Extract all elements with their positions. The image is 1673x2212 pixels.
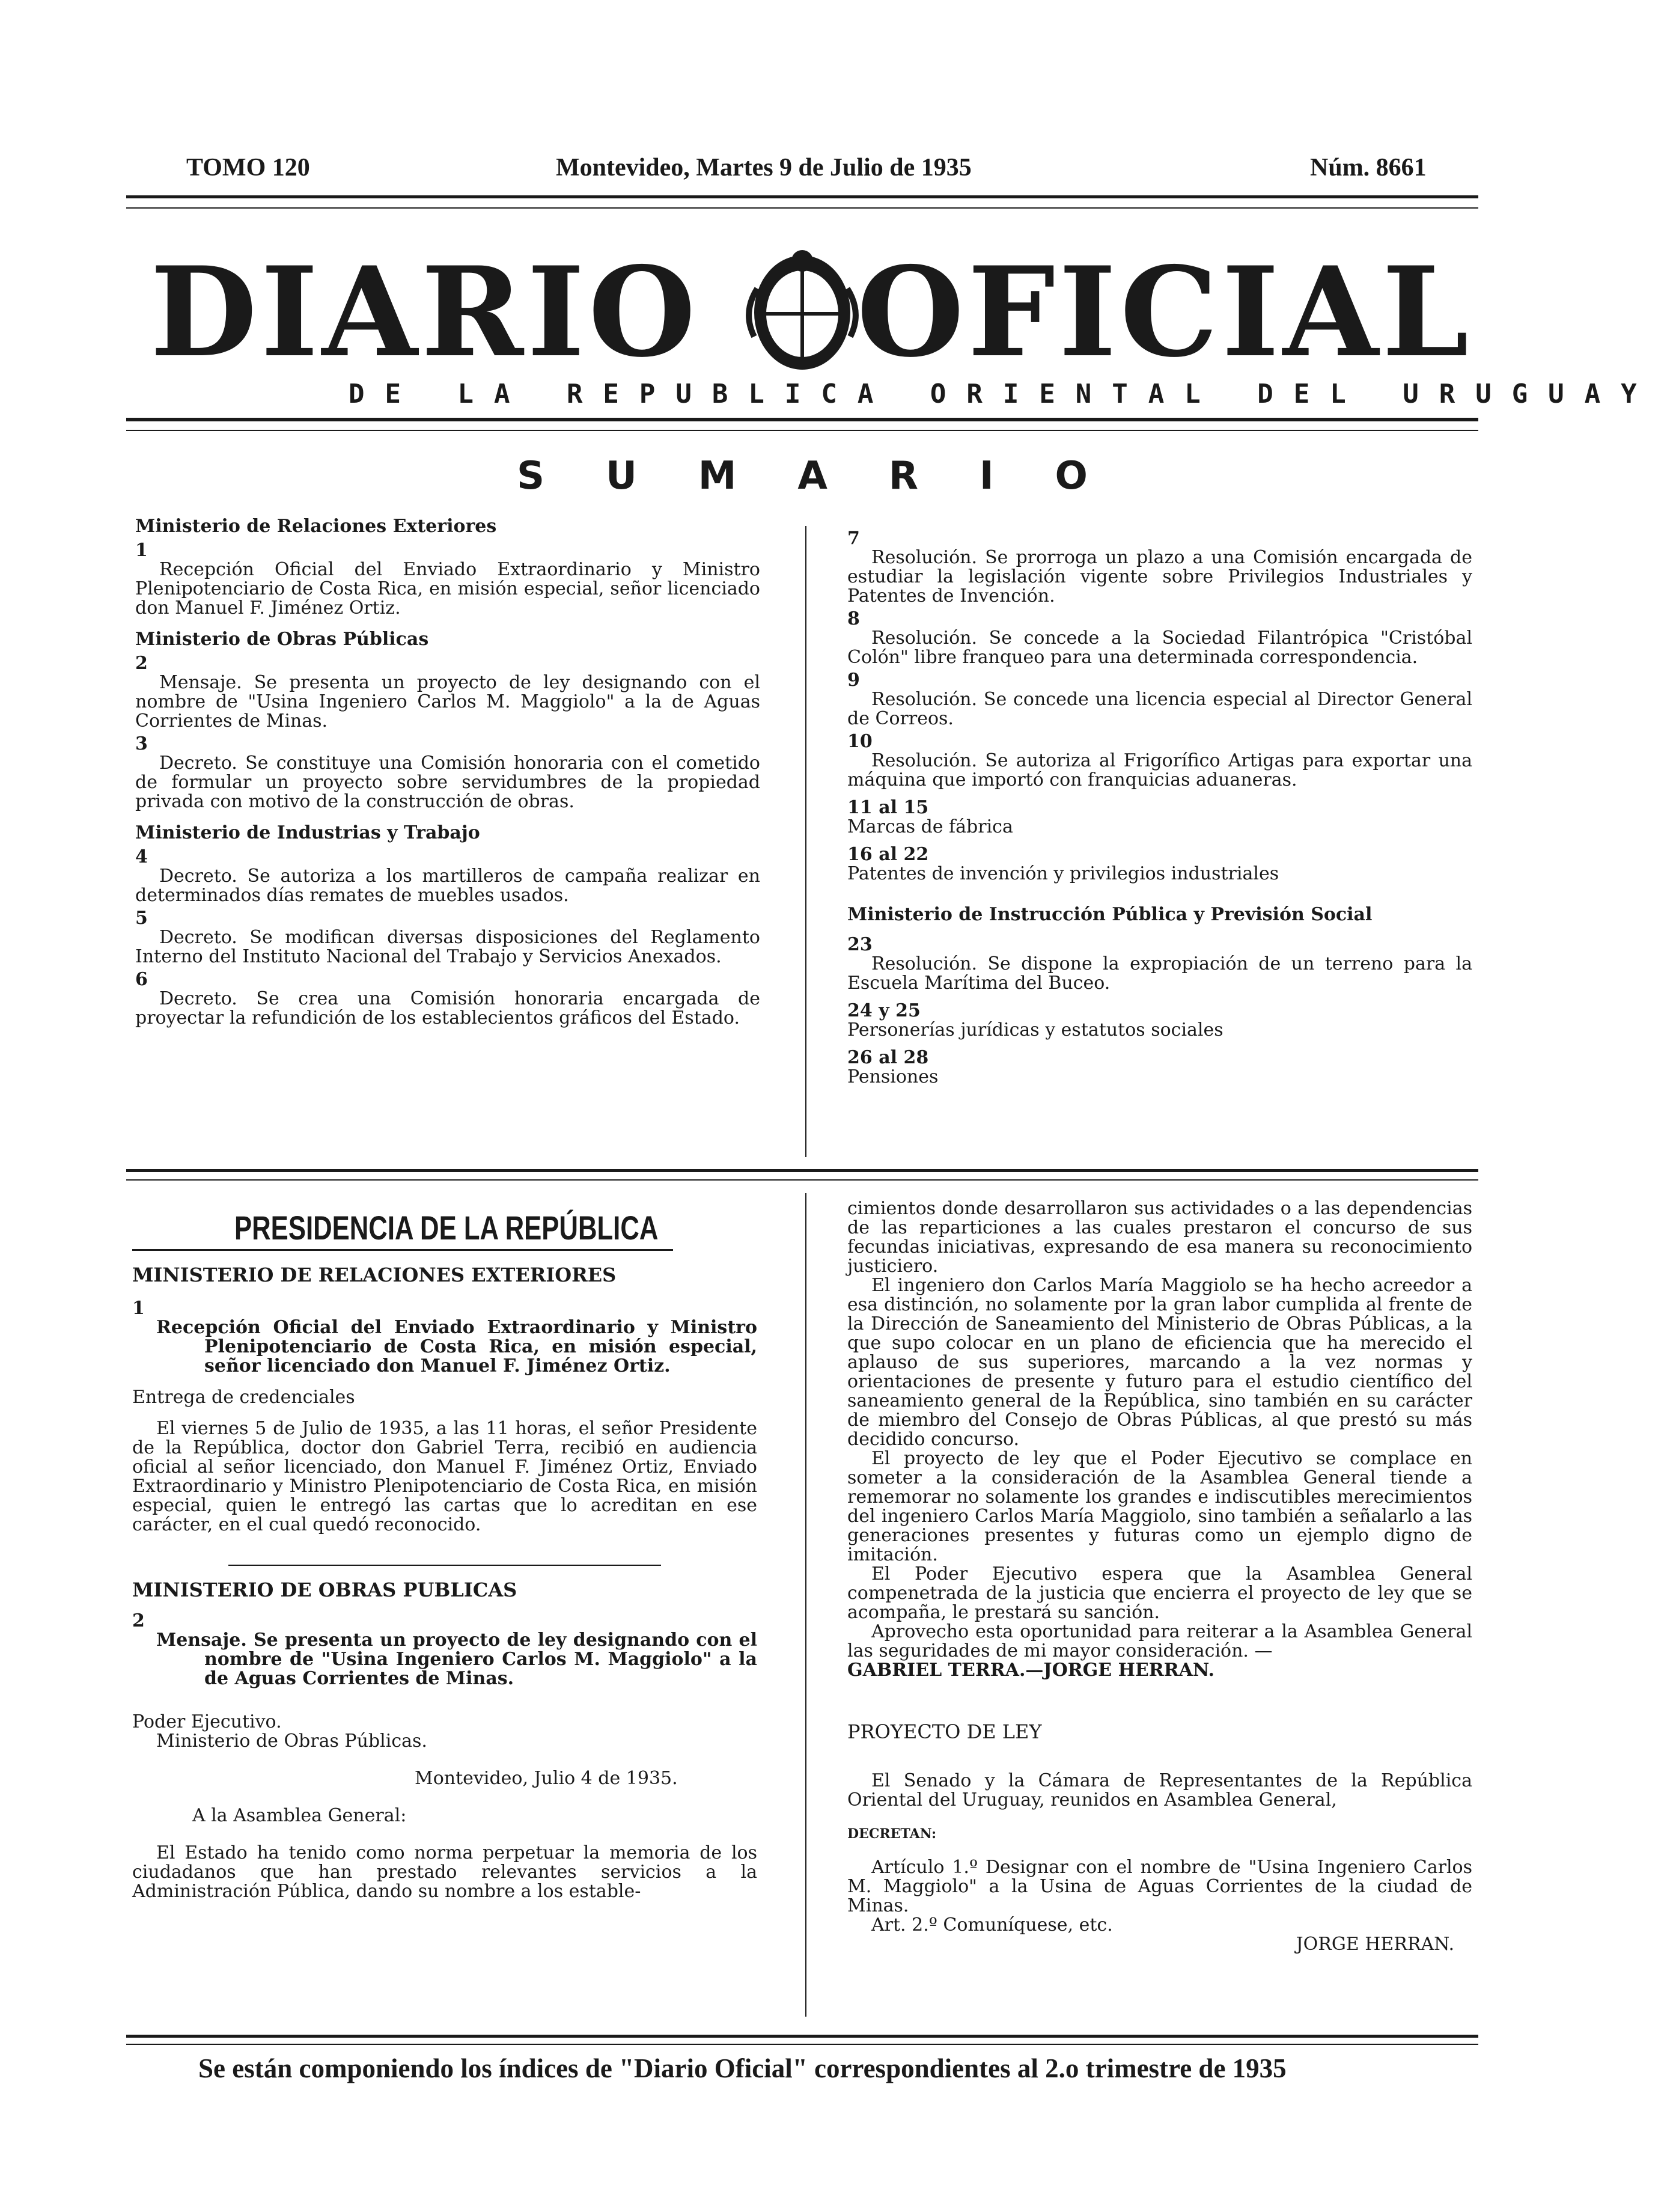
item-text: Decreto. Se modifican diversas disposiciones del Reglamento Interno del Instituto Nacional del Trabajo y Servicios Anexados. (135, 927, 760, 967)
item-text: Decreto. Se constituye una Comisión honoraria con el cometido de formular un proyecto sobre servidumbres de la propiedad privada con motivo de la construcción de obras. (135, 753, 760, 812)
item-number: 23 (847, 934, 873, 955)
footer-rule-thin (126, 2044, 1478, 2045)
item-text: Decreto. Se autoriza a los martilleros de campaña realizar en determinados días remates de muebles usados. (135, 866, 760, 906)
ministry-heading: MINISTERIO DE OBRAS PUBLICAS (132, 1578, 517, 1601)
sumario-letter: U (605, 454, 637, 498)
masthead-title-left: DIARIO (150, 240, 699, 385)
paragraph: El viernes 5 de Julio de 1935, a las 11 horas, el señor Presidente de la República, doctor don Gabriel Terra, recibió en audiencia oficial al señor licenciado, don Manuel F. Jiménez Ortiz, Enviado Extraordinario y Ministro Plenipotenciario de Costa Rica, en misión especial, quien le entregó las cartas que lo acreditan en ese carácter, en el cual quedó reconocido. (132, 1418, 757, 1535)
item-number: 24 y 25 (847, 1000, 921, 1021)
item-text: Personerías jurídicas y estatutos sociales (847, 1019, 1224, 1040)
sumario-right-column (847, 529, 1472, 1087)
item-number: 2 (132, 1610, 145, 1631)
sumario-letter: A (797, 454, 827, 498)
item-number: 26 al 28 (847, 1047, 929, 1068)
item-number: 9 (847, 670, 860, 691)
section-heading: PROYECTO DE LEY (847, 1720, 1042, 1743)
signature: GABRIEL TERRA.—JORGE HERRAN. (847, 1660, 1214, 1681)
item-text: Resolución. Se prorroga un plazo a una Comisión encargada de estudiar la legislación vigente sobre Privilegios Industriales y Patentes de Invención. (847, 547, 1472, 606)
item-title: Mensaje. Se presenta un proyecto de ley designando con el nombre de "Usina Ingeniero Carlos M. Maggiolo" a la de Aguas Corrientes de Minas. (156, 1630, 757, 1689)
signature: JORGE HERRAN. (1296, 1934, 1454, 1955)
section-heading: Ministerio de Obras Públicas (135, 629, 429, 650)
item-subheading: Entrega de credenciales (132, 1387, 355, 1408)
body-left-column (132, 1265, 757, 1901)
item-text: Resolución. Se dispone la expropiación de un terreno para la Escuela Marítima del Buceo. (847, 953, 1472, 994)
paragraph: Aprovecho esta oportunidad para reiterar a la Asamblea General las seguridades de mi mayor consideración. — (847, 1621, 1472, 1661)
footer-rule (126, 2035, 1478, 2038)
item-number: 10 (847, 731, 873, 752)
footer-banner: Se están componiendo los índices de "Diario Oficial" correspondientes al 2.o trimestre de 1935 (198, 2053, 1287, 2083)
section-heading: Ministerio de Relaciones Exteriores (135, 516, 497, 537)
sumario-letter: R (888, 454, 918, 498)
item-title: Recepción Oficial del Enviado Extraordinario y Ministro Plenipotenciario de Costa Rica, en misión especial, señor licenciado don Manuel F. Jiménez Ortiz. (156, 1317, 757, 1376)
sumario-heading (517, 454, 1088, 498)
item-text: Mensaje. Se presenta un proyecto de ley designando con el nombre de "Usina Ingeniero Carlos M. Maggiolo" a la de Aguas Corrientes de Minas. (135, 672, 760, 732)
sumario-left-column (135, 517, 760, 1028)
item-text: Marcas de fábrica (847, 816, 1013, 837)
top-rule (126, 195, 1478, 198)
coat-of-arms-icon (736, 246, 868, 376)
sumario-letter: S (517, 454, 545, 498)
sender-line: Poder Ejecutivo. (132, 1711, 282, 1732)
presidencia-underline (132, 1249, 673, 1251)
item-text: Recepción Oficial del Enviado Extraordinario y Ministro Plenipotenciario de Costa Rica, en misión especial, señor licenciado don Manuel F. Jiménez Ortiz. (135, 559, 760, 619)
article: Art. 2.º Comuníquese, etc. (871, 1914, 1113, 1936)
section-heading: Ministerio de Industrias y Trabajo (135, 822, 480, 843)
item-number: 4 (135, 846, 148, 867)
presidencia-heading: PRESIDENCIA DE LA REPÚBLICA (234, 1209, 659, 1247)
decretan-label: DECRETAN: (847, 1826, 937, 1842)
body-right-column (847, 1199, 1472, 1954)
item-number: 7 (847, 528, 860, 549)
item-number: 8 (847, 608, 860, 629)
body-column-divider (805, 1193, 806, 2017)
place-date: Montevideo, Julio 4 de 1935. (415, 1768, 678, 1789)
item-number: 1 (132, 1298, 145, 1319)
ministry-heading: MINISTERIO DE RELACIONES EXTERIORES (132, 1263, 617, 1286)
item-number: 3 (135, 733, 148, 754)
masthead-rule (126, 418, 1478, 421)
paragraph: El Poder Ejecutivo espera que la Asamblea General compenetrada de la justicia que encierra el proyecto de ley que se acompaña, le prestará su sanción. (847, 1563, 1472, 1623)
sumario-bottom-rule (126, 1169, 1478, 1172)
sumario-letter: M (698, 454, 737, 498)
item-text: Decreto. Se crea una Comisión honoraria encargada de proyectar la refundición de los establecientos gráficos del Estado. (135, 988, 760, 1028)
item-text: Resolución. Se concede una licencia especial al Director General de Correos. (847, 689, 1472, 729)
item-text: Resolución. Se concede a la Sociedad Filantrópica "Cristóbal Colón" libre franqueo para una determinada correspondencia. (847, 628, 1472, 668)
item-number: 16 al 22 (847, 844, 929, 865)
masthead-rule-thin (126, 430, 1478, 431)
masthead-subtitle: DE LA REPUBLICA ORIENTAL DEL URUGUAY (349, 379, 1657, 409)
masthead-title-right: OFICIAL (856, 240, 1472, 385)
paragraph: El Estado ha tenido como norma perpetuar la memoria de los ciudadanos que han prestado relevantes servicios a la Administración Pública, dando su nombre a los estable- (132, 1842, 757, 1902)
item-number: 11 al 15 (847, 797, 929, 818)
item-number: 6 (135, 969, 148, 990)
section-heading: Ministerio de Instrucción Pública y Previsión Social (847, 904, 1373, 925)
sumario-column-divider (805, 526, 806, 1157)
sumario-letter: O (1055, 454, 1088, 498)
article: Artículo 1.º Designar con el nombre de "Usina Ingeniero Carlos M. Maggiolo" a la Usina de Aguas Corrientes de la ciudad de Minas. (847, 1857, 1472, 1916)
item-number: 1 (135, 540, 148, 561)
item-text: Resolución. Se autoriza al Frigorífico Artigas para exportar una máquina que importó con franquicias aduaneras. (847, 750, 1472, 790)
sumario-bottom-rule-thin (126, 1179, 1478, 1181)
salutation: A la Asamblea General: (192, 1805, 407, 1826)
item-text: Pensiones (847, 1066, 939, 1087)
issue-date: Montevideo, Martes 9 de Julio de 1935 (556, 154, 972, 182)
item-number: 2 (135, 653, 148, 674)
sender-line: Ministerio de Obras Públicas. (156, 1731, 427, 1752)
issue-number: Núm. 8661 (1310, 154, 1427, 182)
item-text: Patentes de invención y privilegios industriales (847, 863, 1279, 884)
section-divider (228, 1565, 661, 1566)
paragraph: El ingeniero don Carlos María Maggiolo se ha hecho acreedor a esa distinción, no solamente por la gran labor cumplida al frente de la Dirección de Saneamiento del Ministerio de Obras Públicas, a la que supo colocar en un plano de eficiencia que ha merecido el aplauso de sus superiores, marcando a la vez normas y orientaciones de presente y futuro para el estudio científico del saneamiento general de la República, sino también en su carácter de miembro del Consejo de Obras Públicas, al que prestó su más decidido concurso. (847, 1275, 1472, 1450)
paragraph: El Senado y la Cámara de Representantes de la República Oriental del Uruguay, reunidos en Asamblea General, (847, 1770, 1472, 1810)
paragraph: cimientos donde desarrollaron sus actividades o a las dependencias de las reparticiones a las cuales prestaron el concurso de sus fecundas iniciativas, expresando de esa manera su reconocimiento justiciero. (847, 1198, 1472, 1277)
tomo-label: TOMO 120 (186, 154, 310, 182)
sumario-letter: I (979, 454, 994, 498)
paragraph: El proyecto de ley que el Poder Ejecutivo se complace en someter a la consideración de la Asamblea General tiende a rememorar no solamente los grandes e indiscutibles merecimientos del ingeniero Carlos María Maggiolo, sino también a señalarlo a las generaciones presentes y futuras como un ejemplo digno de imitación. (847, 1448, 1472, 1565)
top-rule-thin (126, 207, 1478, 209)
item-number: 5 (135, 908, 148, 929)
